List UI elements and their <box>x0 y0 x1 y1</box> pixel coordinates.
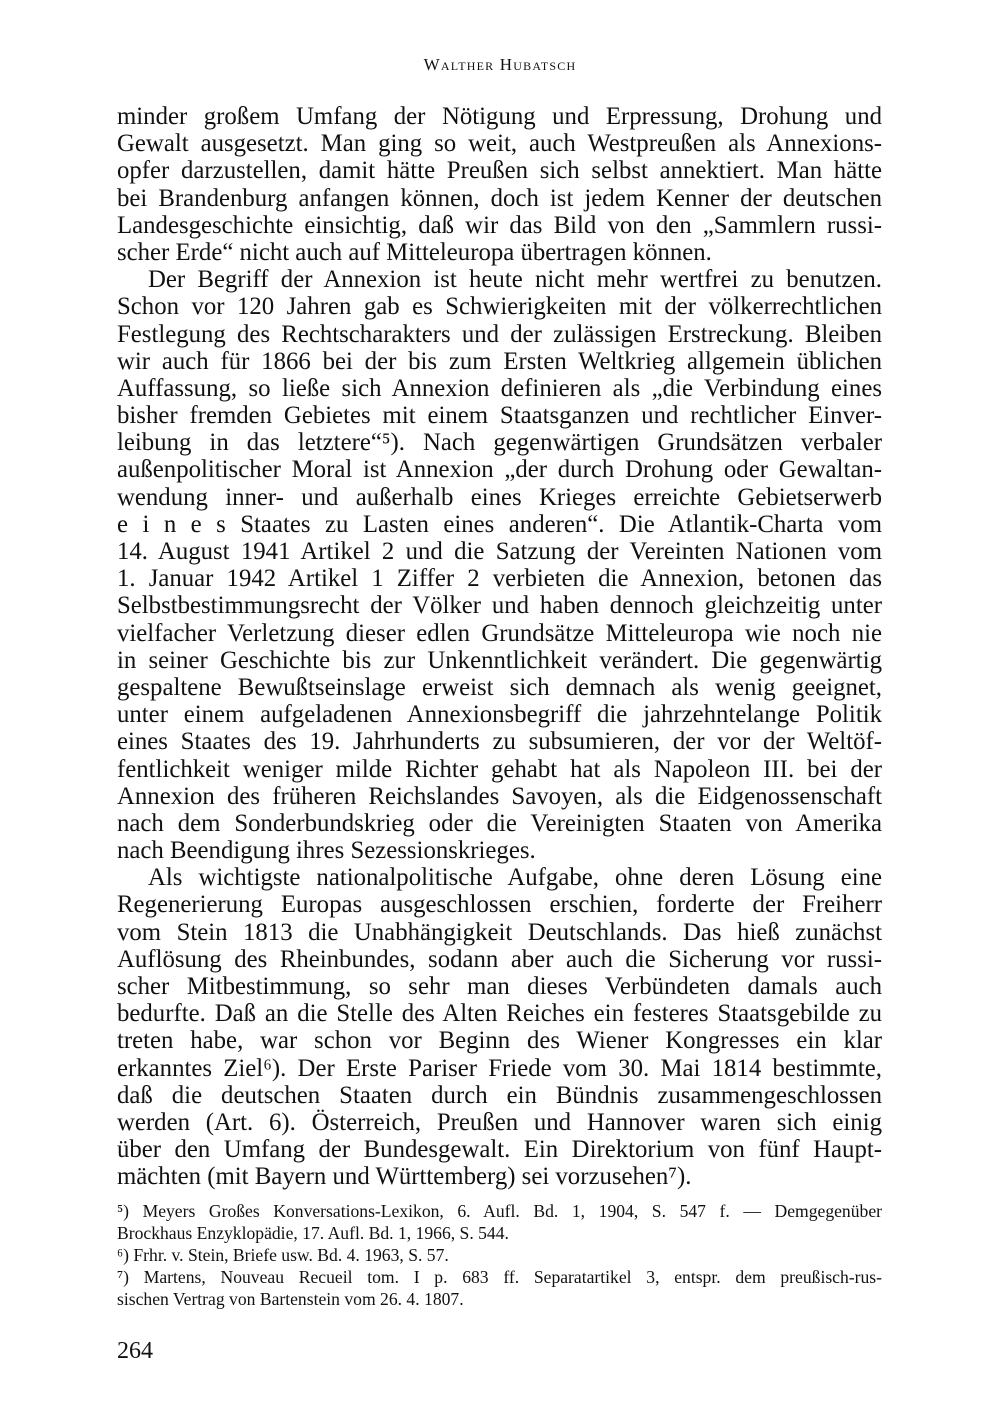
text-line: Festlegung des Rechtscharakters und der zulässigen Erstreckung. Bleiben <box>117 320 882 348</box>
text-line: unter einem aufgeladenen Annexionsbegriff die jahrzehntelange Politik <box>117 701 882 729</box>
text-line: 1. Januar 1942 Artikel 1 Ziffer 2 verbieten die Annexion, betonen das <box>117 565 882 593</box>
text-line: mächten (mit Bayern und Württemberg) sei vorzusehen⁷). <box>117 1163 692 1191</box>
text-line: Der Begriff der Annexion ist heute nicht mehr wertfrei zu benutzen. <box>148 266 882 294</box>
text-line: eines Staates des 19. Jahrhunderts zu subsumieren, der vor der Weltöf- <box>117 728 882 756</box>
text-line: über den Umfang der Bundesgewalt. Ein Direktorium von fünf Haupt- <box>117 1136 882 1164</box>
text-line: Gewalt ausgesetzt. Man ging so weit, auch Westpreußen als Annexions- <box>117 130 882 158</box>
text-line: wir auch für 1866 bei der bis zum Ersten Weltkrieg allgemein üblichen <box>117 347 882 375</box>
text-line: Auflösung des Rheinbundes, sodann aber auch die Sicherung vor russi- <box>117 945 882 973</box>
text-line: nach Beendigung ihres Sezessionskrieges. <box>117 837 536 865</box>
text-line: opfer darzustellen, damit hätte Preußen sich selbst annektiert. Man hätte <box>117 157 882 185</box>
footnote-line: ⁶) Frhr. v. Stein, Briefe usw. Bd. 4. 1963, S. 57. <box>117 1245 449 1265</box>
text-line: Regenerierung Europas ausgeschlossen erschien, forderte der Freiherr <box>117 891 882 919</box>
text-line: vom Stein 1813 die Unabhängigkeit Deutschlands. Das hieß zunächst <box>117 918 882 946</box>
text-line: Selbstbestimmungsrecht der Völker und haben dennoch gleichzeitig unter <box>117 592 882 620</box>
text-line: bei Brandenburg anfangen können, doch ist jedem Kenner der deutschen <box>117 184 882 212</box>
text-line: werden (Art. 6). Österreich, Preußen und Hannover waren sich einig <box>117 1108 882 1136</box>
running-head: Walther Hubatsch <box>423 55 577 74</box>
text-line: daß die deutschen Staaten durch ein Bündnis zusammengeschlossen <box>117 1081 882 1109</box>
footnote-line: ⁵) Meyers Großes Konversations-Lexikon, 6. Aufl. Bd. 1, 1904, S. 547 f. — Demgegenüber <box>117 1201 882 1221</box>
text-line: außenpolitischer Moral ist Annexion „der durch Drohung oder Gewaltan- <box>117 456 882 484</box>
text-line: Auffassung, so ließe sich Annexion definieren als „die Verbindung eines <box>117 374 882 402</box>
text-line: Annexion des früheren Reichslandes Savoyen, als die Eidgenossenschaft <box>117 782 882 810</box>
text-line: fentlichkeit weniger milde Richter gehabt hat als Napoleon III. bei der <box>117 755 882 783</box>
text-line: minder großem Umfang der Nötigung und Erpressung, Drohung und <box>117 103 882 130</box>
text-line: Schon vor 120 Jahren gab es Schwierigkeiten mit der völkerrechtlichen <box>117 293 882 321</box>
body-text <box>117 103 882 1191</box>
text-line: treten habe, war schon vor Beginn des Wiener Kongresses ein klar <box>117 1027 882 1055</box>
text-line: erkanntes Ziel⁶). Der Erste Pariser Friede vom 30. Mai 1814 bestimmte, <box>117 1054 882 1082</box>
text-line: scher Erde“ nicht auch auf Mitteleuropa übertragen können. <box>117 238 712 266</box>
text-line: leibung in das letztere“⁵). Nach gegenwärtigen Grundsätzen verbaler <box>117 429 882 457</box>
text-line: in seiner Geschichte bis zur Unkenntlichkeit verändert. Die gegenwärtig <box>117 646 882 674</box>
text-line: 14. August 1941 Artikel 2 und die Satzung der Vereinten Nationen vom <box>117 538 882 565</box>
text-line: bedurfte. Daß an die Stelle des Alten Reiches ein festeres Staatsgebilde zu <box>117 1000 882 1028</box>
text-line: e i n e s Staates zu Lasten eines anderen“. Die Atlantik-Charta vom <box>117 510 882 538</box>
text-line: Als wichtigste nationalpolitische Aufgabe, ohne deren Lösung eine <box>148 864 882 892</box>
page-number: 264 <box>117 1338 153 1364</box>
text-line: gespaltene Bewußtseinslage erweist sich demnach als wenig geeignet, <box>117 673 882 701</box>
footnote-line: sischen Vertrag von Bartenstein vom 26. 4. 1807. <box>117 1289 464 1309</box>
text-line: bisher fremden Gebietes mit einem Staatsganzen und rechtlicher Einver- <box>117 402 882 430</box>
footnote-line: ⁷) Martens, Nouveau Recueil tom. I p. 683 ff. Separatartikel 3, entspr. dem preußisch-rus- <box>117 1267 882 1287</box>
text-line: nach dem Sonderbundskrieg oder die Vereinigten Staaten von Amerika <box>117 809 882 837</box>
text-line: Landesgeschichte einsichtig, daß wir das Bild von den „Sammlern russi- <box>117 211 882 239</box>
footnotes <box>117 1200 882 1310</box>
text-line: wendung inner- und außerhalb eines Krieges erreichte Gebietserwerb <box>117 483 882 511</box>
text-line: vielfacher Verletzung dieser edlen Grundsätze Mitteleuropa wie noch nie <box>117 619 882 647</box>
footnote-line: Brockhaus Enzyklopädie, 17. Aufl. Bd. 1, 1966, S. 544. <box>117 1223 509 1243</box>
text-line: scher Mitbestimmung, so sehr man dieses Verbündeten damals auch <box>117 973 882 1000</box>
